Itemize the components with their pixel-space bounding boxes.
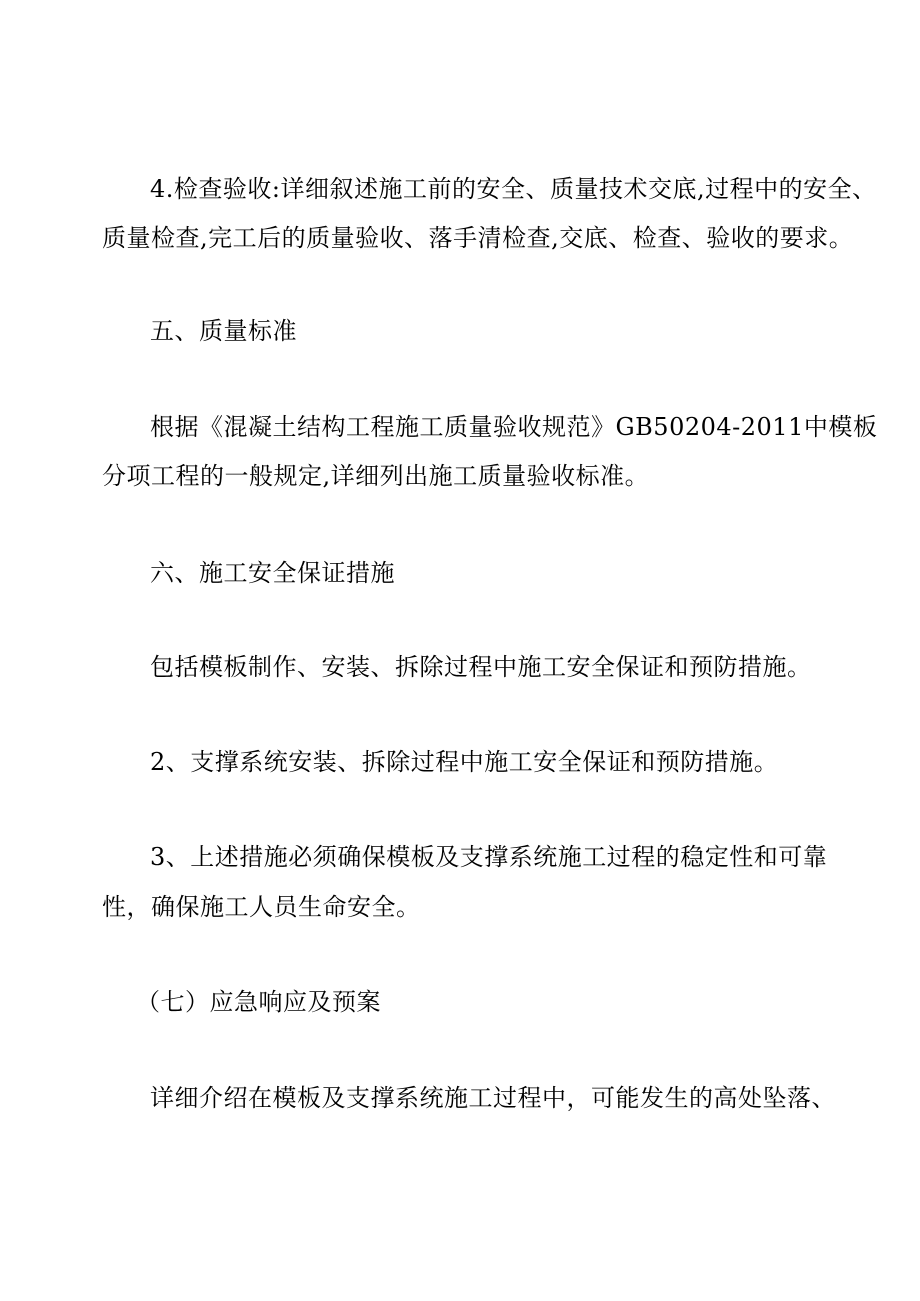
section-heading-safety-measures: 六、施工安全保证措施 <box>150 559 395 587</box>
section-heading-quality-standard: 五、质量标准 <box>150 317 297 345</box>
paragraph-emergency-line-1: 详细介绍在模板及支撑系统施工过程中，可能发生的高处坠落、 <box>150 1084 836 1112</box>
paragraph-inspection-line-2: 质量检查,完工后的质量验收、落手清检查,交底、检查、验收的要求。 <box>102 224 854 252</box>
paragraph-safety-item-2: 2、支撑系统安装、拆除过程中施工安全保证和预防措施。 <box>150 748 779 776</box>
paragraph-safety-item-1: 包括模板制作、安装、拆除过程中施工安全保证和预防措施。 <box>150 653 812 681</box>
paragraph-safety-item-3-line-1: 3、上述措施必须确保模板及支撑系统施工过程的稳定性和可靠 <box>150 843 828 871</box>
paragraph-safety-item-3-line-2: 性，确保施工人员生命安全。 <box>102 893 421 921</box>
paragraph-inspection-line-1: 4.检查验收:详细叙述施工前的安全、质量技术交底,过程中的安全、 <box>150 175 877 203</box>
section-heading-emergency-response: （七）应急响应及预案 <box>136 988 381 1016</box>
paragraph-quality-line-1: 根据《混凝土结构工程施工质量验收规范》GB50204-2011中模板 <box>150 413 878 441</box>
paragraph-quality-line-2: 分项工程的一般规定,详细列出施工质量验收标准。 <box>102 462 650 490</box>
